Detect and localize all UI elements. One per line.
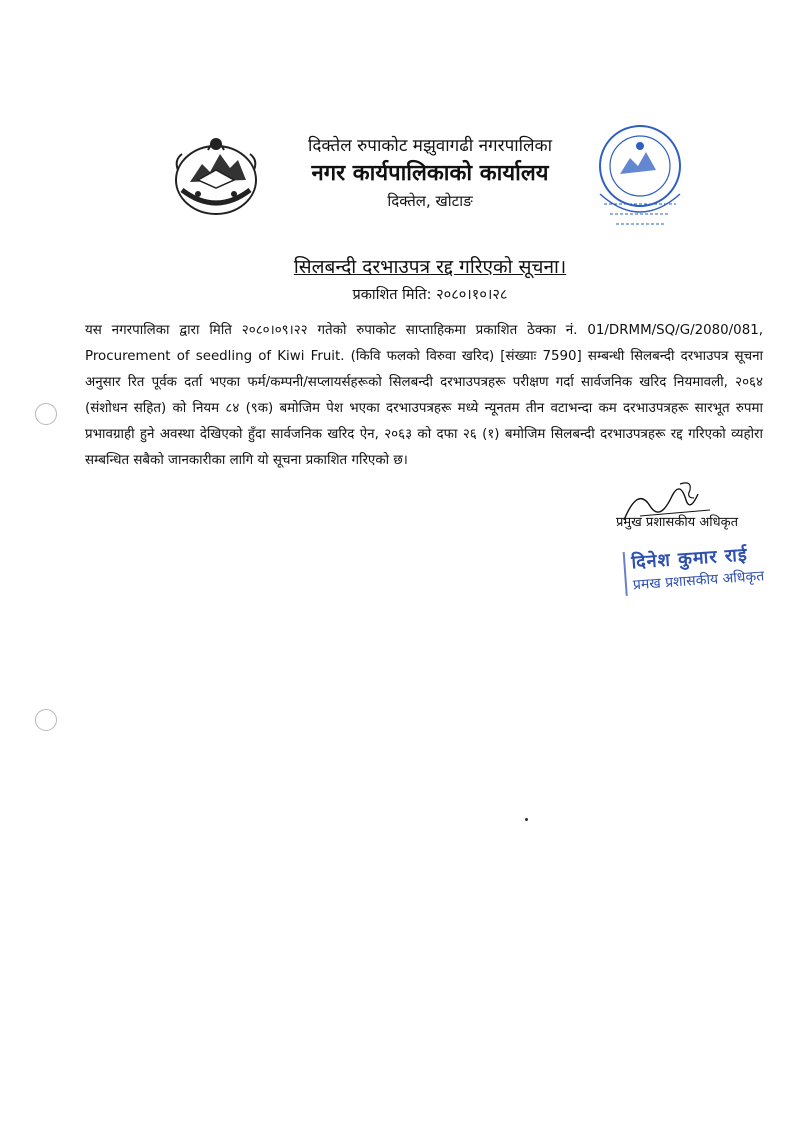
name-stamp [623,540,796,596]
notice-body: यस नगरपालिका द्वारा मिति २०८०।०९।२२ गतेको रुपाकोट साप्ताहिकमा प्रकाशित ठेक्का नं. 01/DRMM/SQ/G/2080/081, Procurement of seedling of Kiwi Fruit. (किवि फलको विरुवा खरिद) [संख्याः 7590] सम्बन्धी सिलबन्दी दरभाउपत्र सूचना अनुसार रित पूर्वक दर्ता भएका फर्म/कम्पनी/सप्लायर्सहरूको सिलबन्दी दरभाउपत्रहरू परीक्षण गर्दा सार्वजनिक खरिद नियमावली, २०६४ (संशोधन सहित) को नियम ८४ (९क) बमोजिम पेश भएका दरभाउपत्रहरू मध्ये न्यूनतम तीन वटाभन्दा कम दरभाउपत्रहरू सारभूत रुपमा प्रभावग्राही हुने अवस्था देखिएको हुँदा सार्वजनिक खरिद ऐन, २०६३ को दफा २६ (१) बमोजिम सिलबन्दी दरभाउपत्रहरू रद्द गरिएको व्यहोरा सम्बन्धित सबैको जानकारीका लागि यो सूचना प्रकाशित गरिएको छ। [85,323,763,468]
signatory-title: प्रमुख प्रशासकीय अधिकृत [616,515,739,530]
stamp-officer-name: दिनेश कुमार राई [630,544,749,574]
notice-title: सिलबन्दी दरभाउपत्र रद्द गरिएको सूचना। [293,256,567,278]
punch-hole [35,709,57,731]
office-name: नगर कार्यपालिकाको कार्यालय [311,161,549,186]
scan-speck [525,818,528,821]
letterhead [250,134,610,212]
stamp-officer-title: प्रमख प्रशासकीय अधिकृत [632,568,765,594]
municipal-seal-icon [590,112,682,232]
punch-hole [35,403,57,425]
published-date: प्रकाशित मिति: २०८०।१०।२८ [352,287,508,303]
municipality-name: दिक्तेल रुपाकोट मझुवागढी नगरपालिका [307,136,553,156]
office-location: दिक्तेल, खोटाङ [387,192,473,210]
